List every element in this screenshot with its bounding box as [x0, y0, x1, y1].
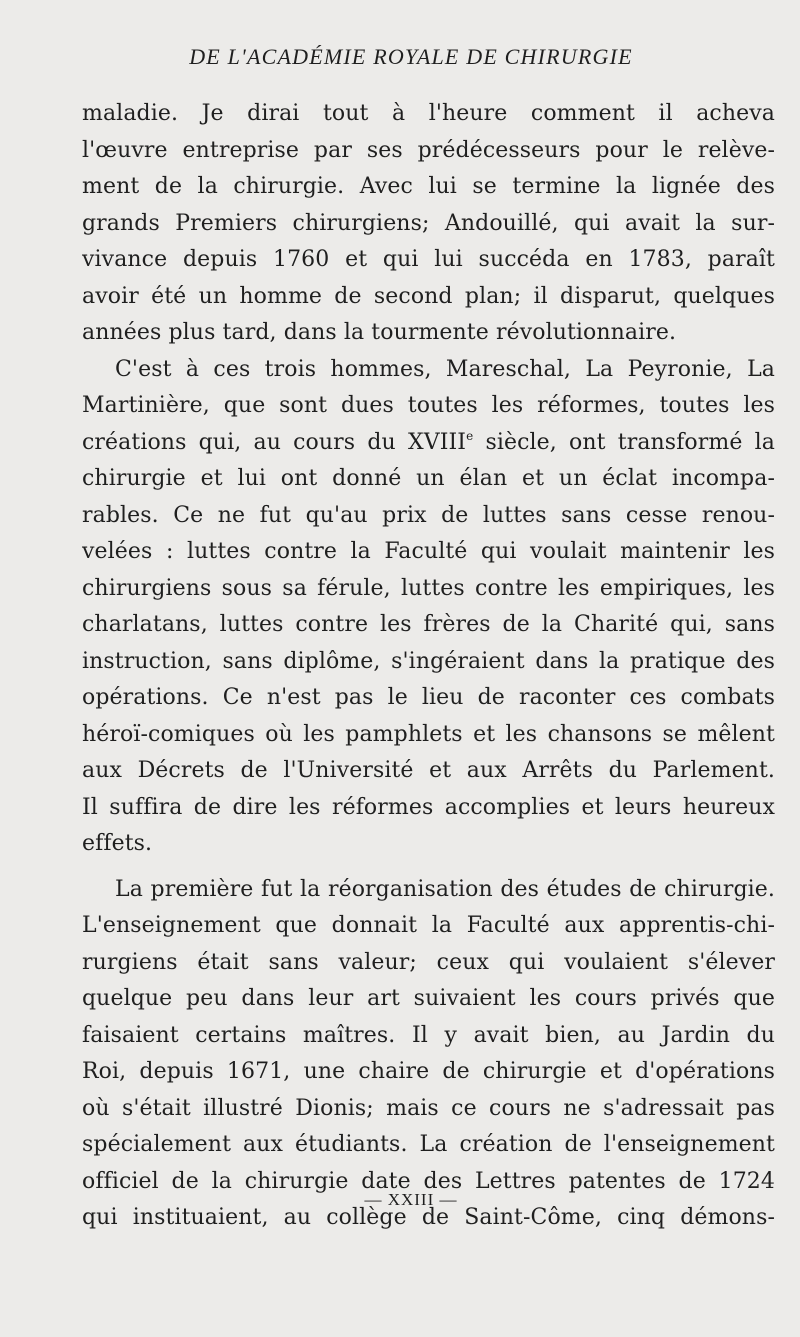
text-line: années plus tard, dans la tourmente révolutionnaire. [82, 320, 677, 345]
text-line: l'œuvre entreprise par ses prédécesseurs pour le relève- [82, 137, 775, 163]
paragraph [82, 96, 775, 352]
text-line: Martinière, que sont dues toutes les réformes, toutes les [82, 393, 775, 418]
text-line: L'enseignement que donnait la Faculté aux apprentis-chi- [82, 913, 775, 938]
body-text [82, 96, 775, 1237]
text-line: faisaient certains maîtres. Il y avait bien, au Jardin du [82, 1022, 775, 1048]
text-line: aux Décrets de l'Université et aux Arrêts du Parlement. [82, 758, 775, 783]
text-line: ment de la chirurgie. Avec lui se termine la lignée des [82, 174, 775, 199]
superscript: e [466, 428, 474, 443]
text-line [82, 425, 775, 462]
running-title: DE L'ACADÉMIE ROYALE DE CHIRURGIE [189, 44, 633, 69]
page-number: — XXIII — [364, 1190, 458, 1209]
text-segment: créations qui, au cours du XVIII [82, 429, 467, 455]
text-line: charlatans, luttes contre les frères de la Charité qui, sans [82, 612, 775, 637]
text-line: qui instituaient, au collège de Saint-Côme, cinq démons- [82, 1205, 775, 1230]
text-line: grands Premiers chirurgiens; Andouillé, qui avait la sur- [82, 210, 775, 236]
text-line: chirurgie et lui ont donné un élan et un éclat incompa- [82, 466, 775, 491]
text-line: avoir été un homme de second plan; il disparut, quelques [82, 283, 775, 309]
text-line: vivance depuis 1760 et qui lui succéda en 1783, paraît [82, 247, 775, 272]
text-line: La première fut la réorganisation des études de chirurgie. [115, 876, 775, 902]
text-line: rurgiens était sans valeur; ceux qui voulaient s'élever [82, 949, 775, 975]
paragraph [82, 872, 775, 1237]
text-line: rables. Ce ne fut qu'au prix de luttes sans cesse renou- [82, 502, 775, 528]
text-line: velées : luttes contre la Faculté qui voulait maintenir les [82, 539, 775, 564]
text-line: effets. [82, 831, 153, 856]
text-line: quelque peu dans leur art suivaient les cours privés que [82, 986, 775, 1011]
text-line: où s'était illustré Dionis; mais ce cours ne s'adressait pas [82, 1095, 775, 1121]
text-line: spécialement aux étudiants. La création de l'enseignement [82, 1132, 775, 1157]
text-line: instruction, sans diplôme, s'ingéraient dans la pratique des [82, 648, 775, 674]
text-line: maladie. Je dirai tout à l'heure comment il acheva [82, 101, 775, 126]
text-line: Roi, depuis 1671, une chaire de chirurgie et d'opérations [82, 1059, 775, 1084]
text-line: héroï-comiques où les pamphlets et les chansons se mêlent [82, 721, 775, 747]
text-line: Il suffira de dire les réformes accomplies et leurs heureux [82, 794, 775, 820]
text-segment: siècle, ont transformé la [473, 429, 775, 455]
text-line: officiel de la chirurgie date des Lettres patentes de 1724 [82, 1168, 775, 1194]
paragraph [82, 352, 775, 863]
text-line: opérations. Ce n'est pas le lieu de raconter ces combats [82, 685, 775, 710]
text-line: C'est à ces trois hommes, Mareschal, La Peyronie, La [115, 356, 775, 382]
text-line: chirurgiens sous sa férule, luttes contre les empiriques, les [82, 575, 775, 601]
